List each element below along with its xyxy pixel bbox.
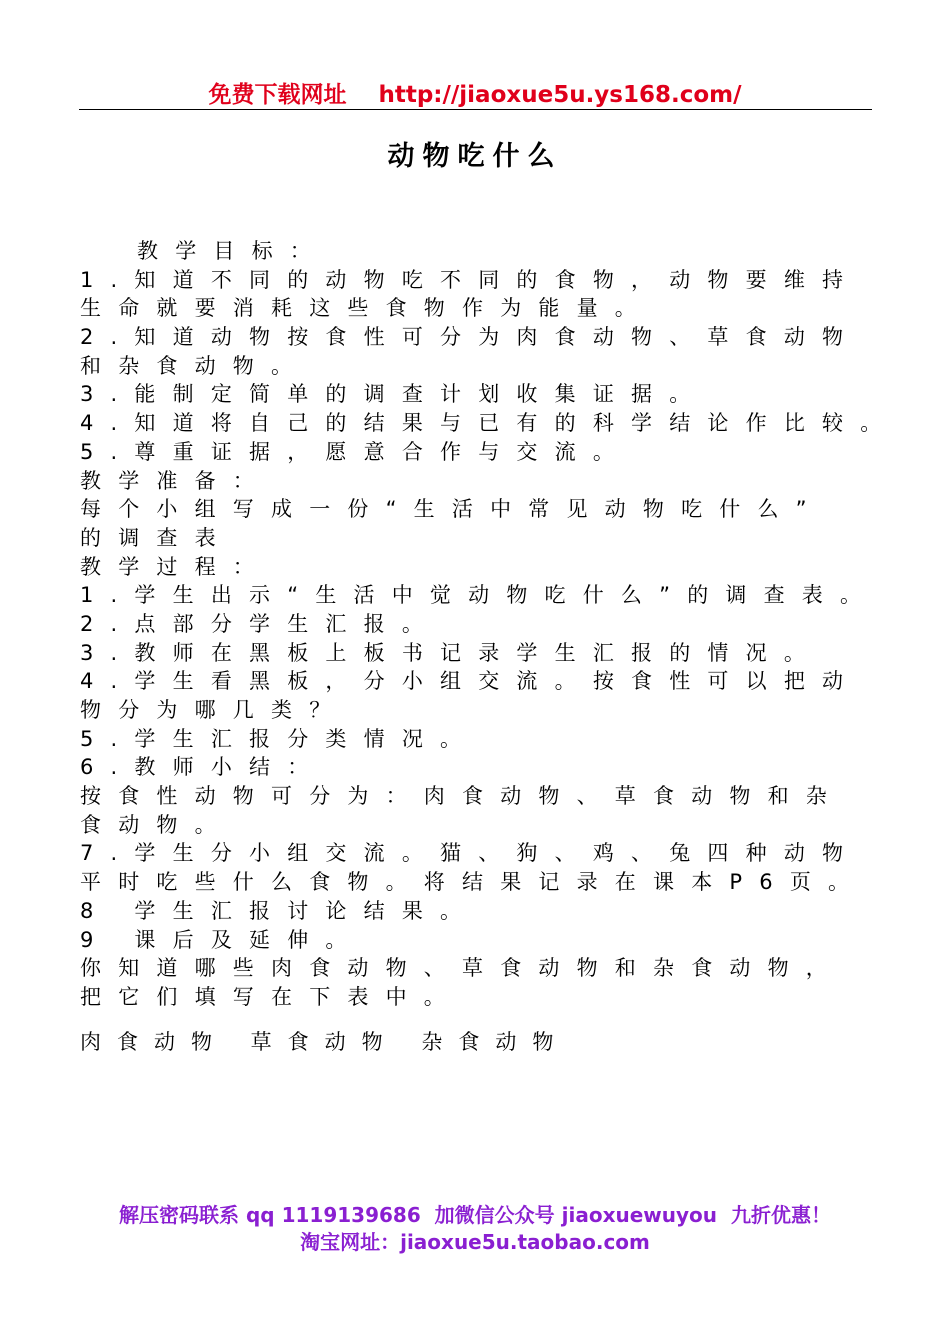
text-line: 4.学生看黑板，分小组交流。按食性可以把动 xyxy=(80,669,861,694)
table-header-row: 肉食动物 草食动物 杂食动物 xyxy=(80,1029,570,1054)
text-line: 3.能制定简单的调查计划收集证据。 xyxy=(80,382,708,407)
text-line: 3.教师在黑板上板书记录学生汇报的情况。 xyxy=(80,640,823,665)
spacer xyxy=(80,1012,880,1028)
section-heading-objectives: 教学目标： xyxy=(137,239,328,263)
document-body xyxy=(80,237,899,1056)
footer-taobao-link[interactable]: 淘宝网址：jiaoxue5u.taobao.com xyxy=(300,1230,650,1254)
text-line: 每个小组写成一份“生活中常见动物吃什么” xyxy=(80,497,824,522)
footer-contact-line: 解压密码联系 qq 1119139686 加微信公众号 jiaoxuewuyou 九折优惠！ xyxy=(119,1203,831,1227)
download-url-header[interactable]: 免费下载网址 http://jiaoxue5u.ys168.com/ xyxy=(208,82,742,108)
text-line: 把它们填写在下表中。 xyxy=(80,984,462,1009)
text-line: 6.教师小结： xyxy=(80,755,326,780)
section-heading-process: 教学过程： xyxy=(80,554,271,579)
text-line: 5.尊重证据，愿意合作与交流。 xyxy=(80,439,632,464)
text-line: 平时吃些什么食物。将结果记录在课本P6页。 xyxy=(80,870,867,895)
text-line: 1.学生出示“生活中觉动物吃什么”的调查表。 xyxy=(80,583,879,608)
text-line: 8 学生汇报讨论结果。 xyxy=(80,898,479,923)
text-line: 1.知道不同的动物吃不同的食物，动物要维持 xyxy=(80,267,861,292)
text-line: 9 课后及延伸。 xyxy=(80,927,364,952)
text-line: 的调查表 xyxy=(80,525,233,550)
text-line: 物分为哪几类？ xyxy=(80,698,348,722)
text-line: 和杂食动物。 xyxy=(80,353,310,378)
text-line: 生命就要消耗这些食物作为能量。 xyxy=(80,296,653,321)
document-title: 动物吃什么 xyxy=(387,141,563,172)
text-line: 2.点部分学生汇报。 xyxy=(80,611,441,636)
text-line: 7.学生分小组交流。猫、狗、鸡、兔四种动物 xyxy=(80,841,861,866)
header-divider xyxy=(79,109,872,110)
text-line: 按食性动物可分为：肉食动物、草食动物和杂 xyxy=(80,784,844,809)
text-line: 你知道哪些肉食动物、草食动物和杂食动物， xyxy=(80,956,844,981)
text-line: 食动物。 xyxy=(80,812,233,837)
section-heading-preparation: 教学准备： xyxy=(80,468,271,493)
text-line: 4.知道将自己的结果与已有的科学结论作比较。 xyxy=(80,411,899,436)
text-line: 2.知道动物按食性可分为肉食动物、草食动物 xyxy=(80,325,861,350)
text-line: 5.学生汇报分类情况。 xyxy=(80,726,479,751)
